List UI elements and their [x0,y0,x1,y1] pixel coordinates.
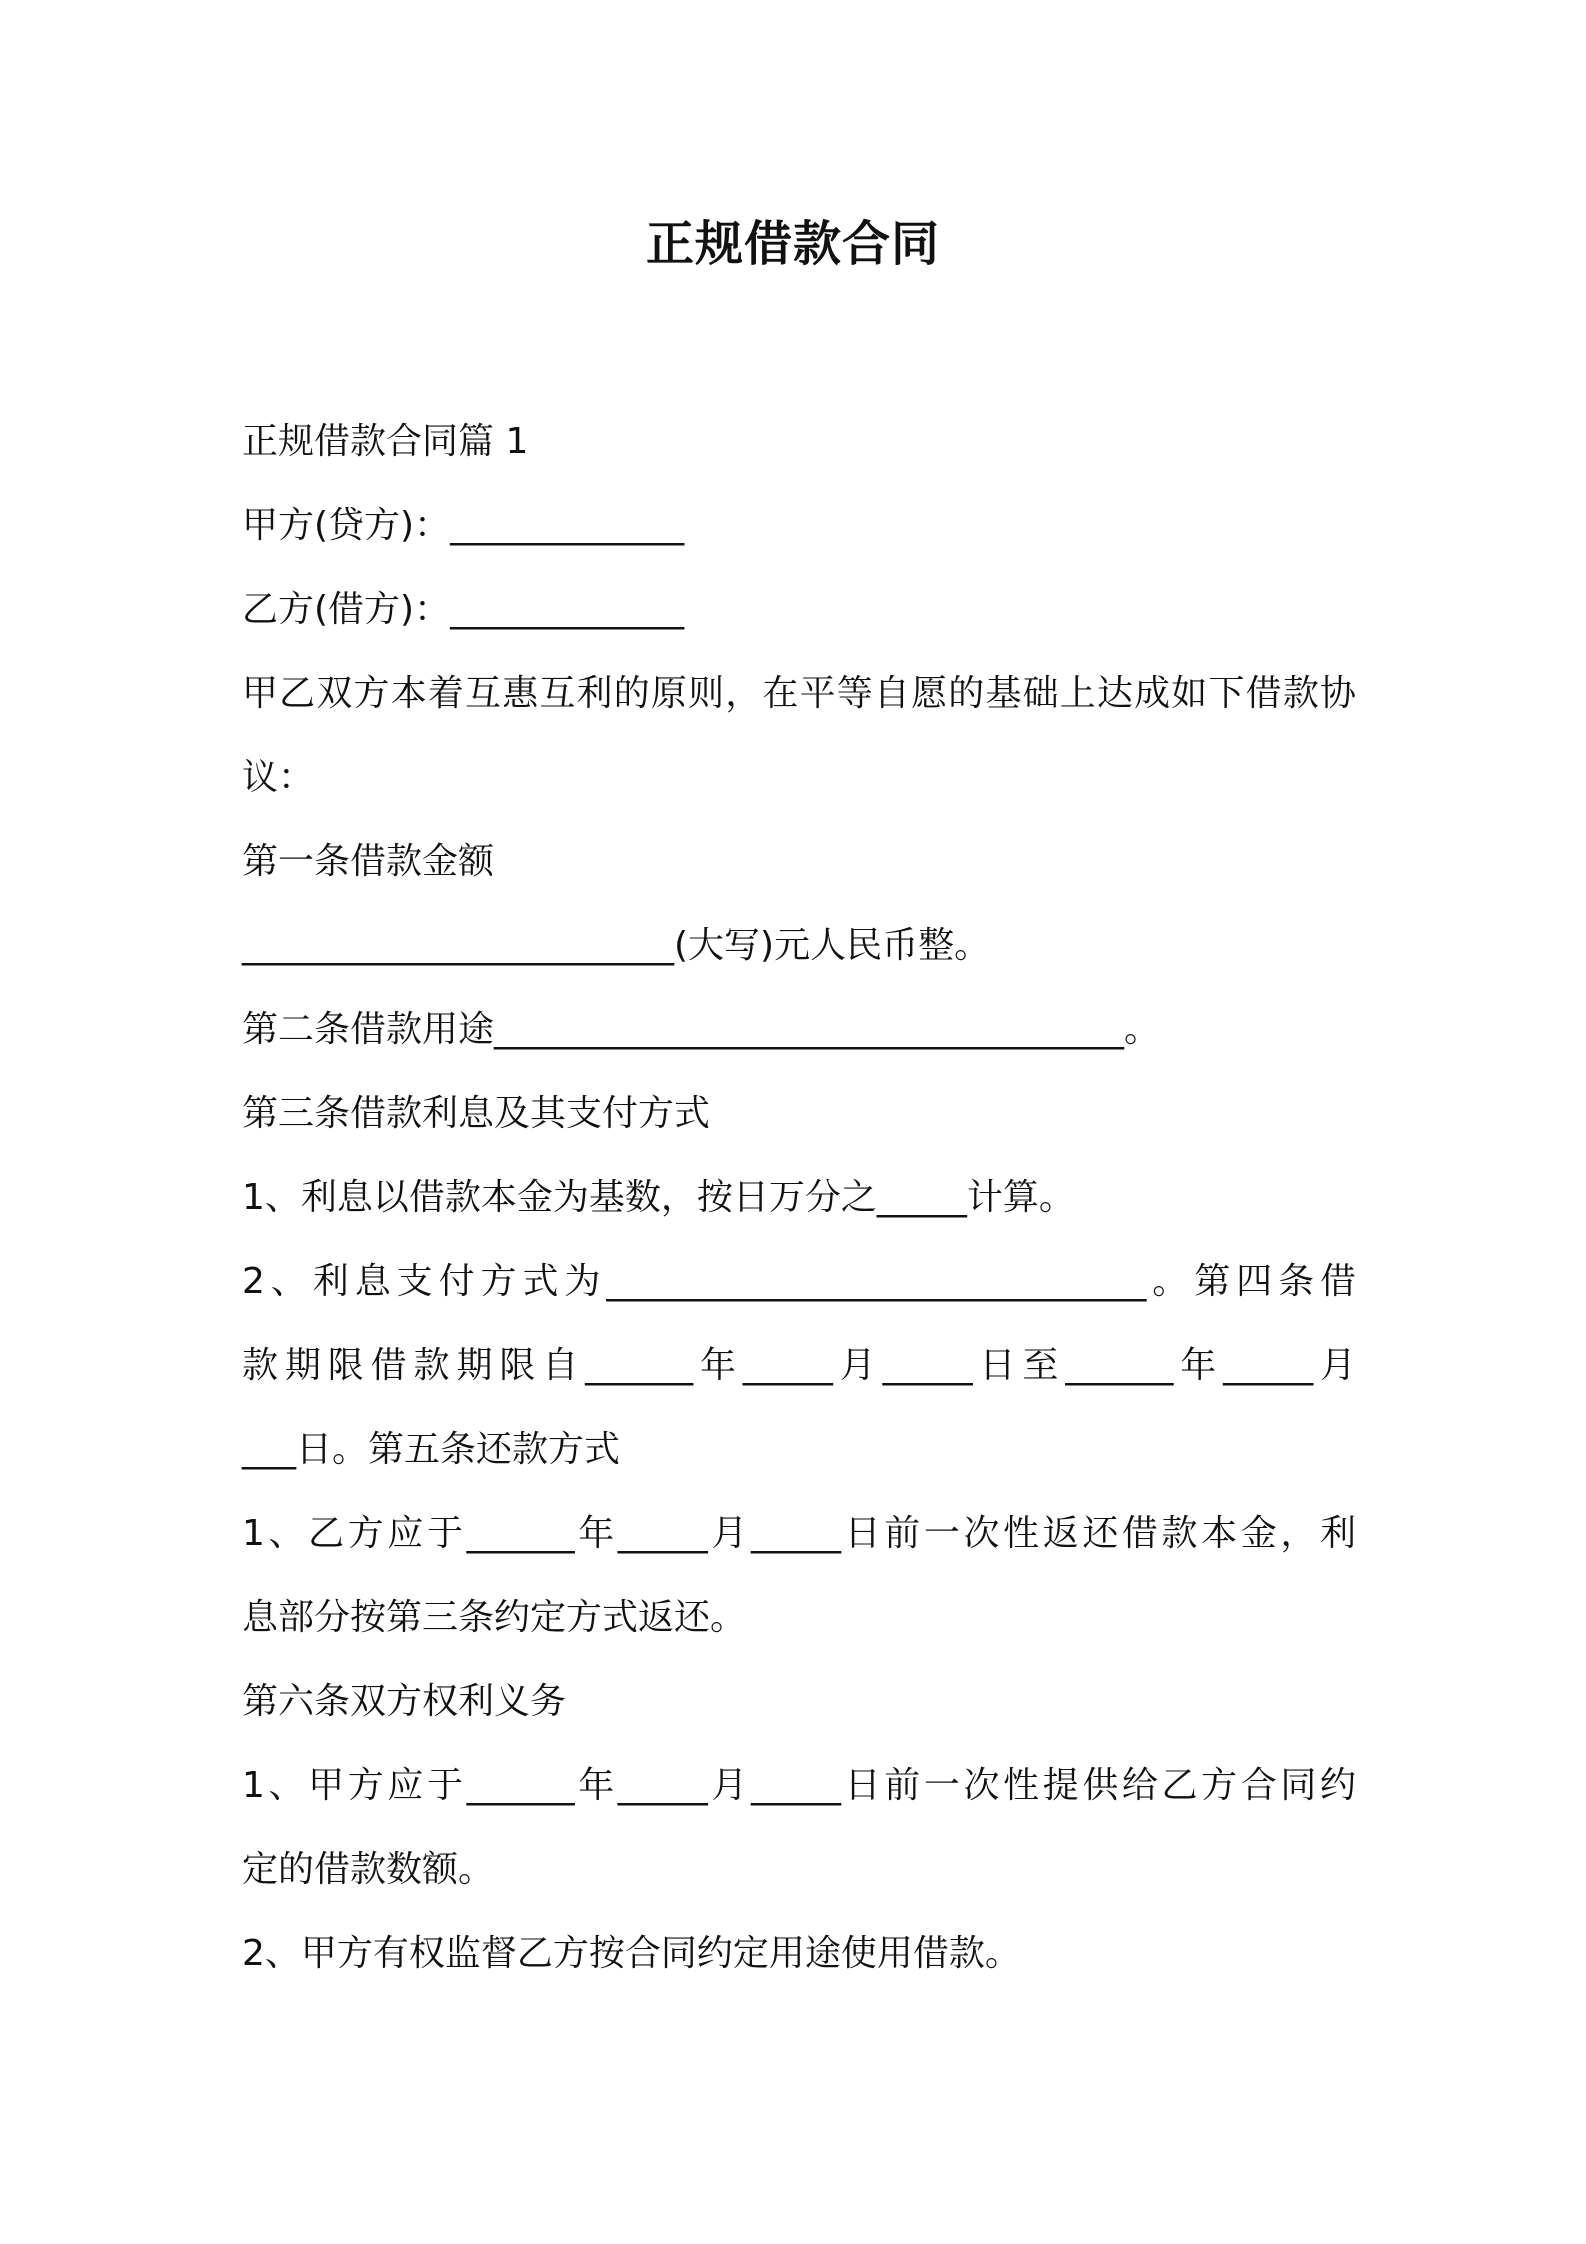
party-a-line: 甲方(贷方)：_____________ [242,505,685,546]
article-heading: 第一条借款金额 [242,841,495,882]
paragraph-line: 议： [242,757,315,798]
article-heading: 第三条借款利息及其支付方式 [242,1093,711,1134]
paragraph-line: 款期限借款期限自______年_____月_____日至______年_____月 [242,1345,1356,1386]
paragraph-line: 2、利息支付方式为______________________________。第四条借 [242,1261,1356,1302]
paragraph-line: 1、甲方应于______年_____月_____日前一次性提供给乙方合同约 [242,1765,1356,1806]
paragraph-line: 1、乙方应于______年_____月_____日前一次性返还借款本金，利 [242,1513,1356,1554]
paragraph-line: 息部分按第三条约定方式返还。 [242,1597,747,1638]
document-body [242,400,1356,1996]
paragraph-line: ___日。第五条还款方式 [242,1429,621,1470]
paragraph-line: 2、甲方有权监督乙方按合同约定用途使用借款。 [242,1933,1021,1974]
paragraph-line: 定的借款数额。 [242,1849,495,1890]
party-b-line: 乙方(借方)：_____________ [242,589,685,630]
paragraph-line: ________________________(大写)元人民币整。 [242,925,991,966]
article-heading: 第六条双方权利义务 [242,1681,567,1722]
article-heading: 第二条借款用途___________________________________。 [242,1009,1161,1050]
paragraph-line: 甲乙双方本着互惠互利的原则，在平等自愿的基础上达成如下借款协 [242,673,1356,714]
document-title: 正规借款合同 [645,216,940,272]
section-heading: 正规借款合同篇 1 [242,421,529,462]
paragraph-line: 1、利息以借款本金为基数，按日万分之_____计算。 [242,1177,1075,1218]
